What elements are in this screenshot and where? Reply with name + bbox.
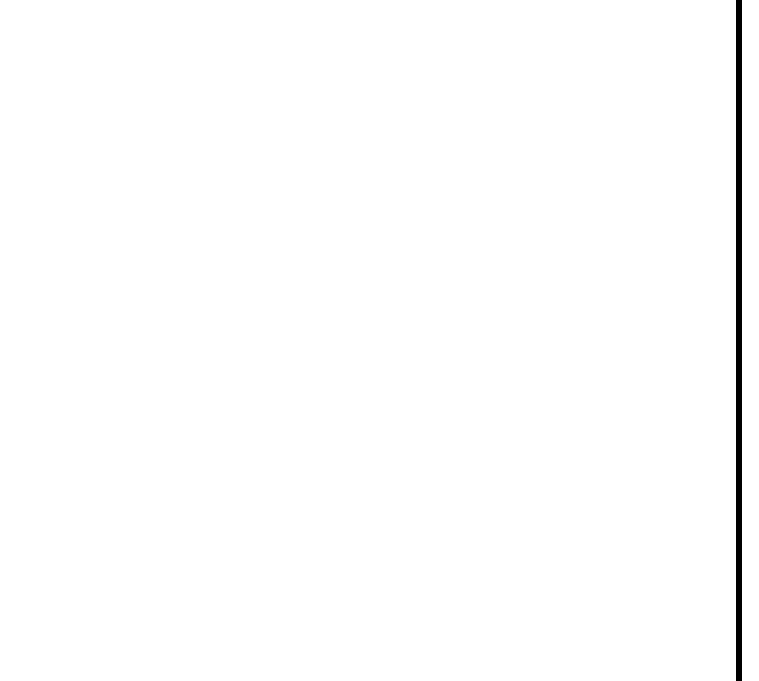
window-margin (742, 0, 759, 681)
